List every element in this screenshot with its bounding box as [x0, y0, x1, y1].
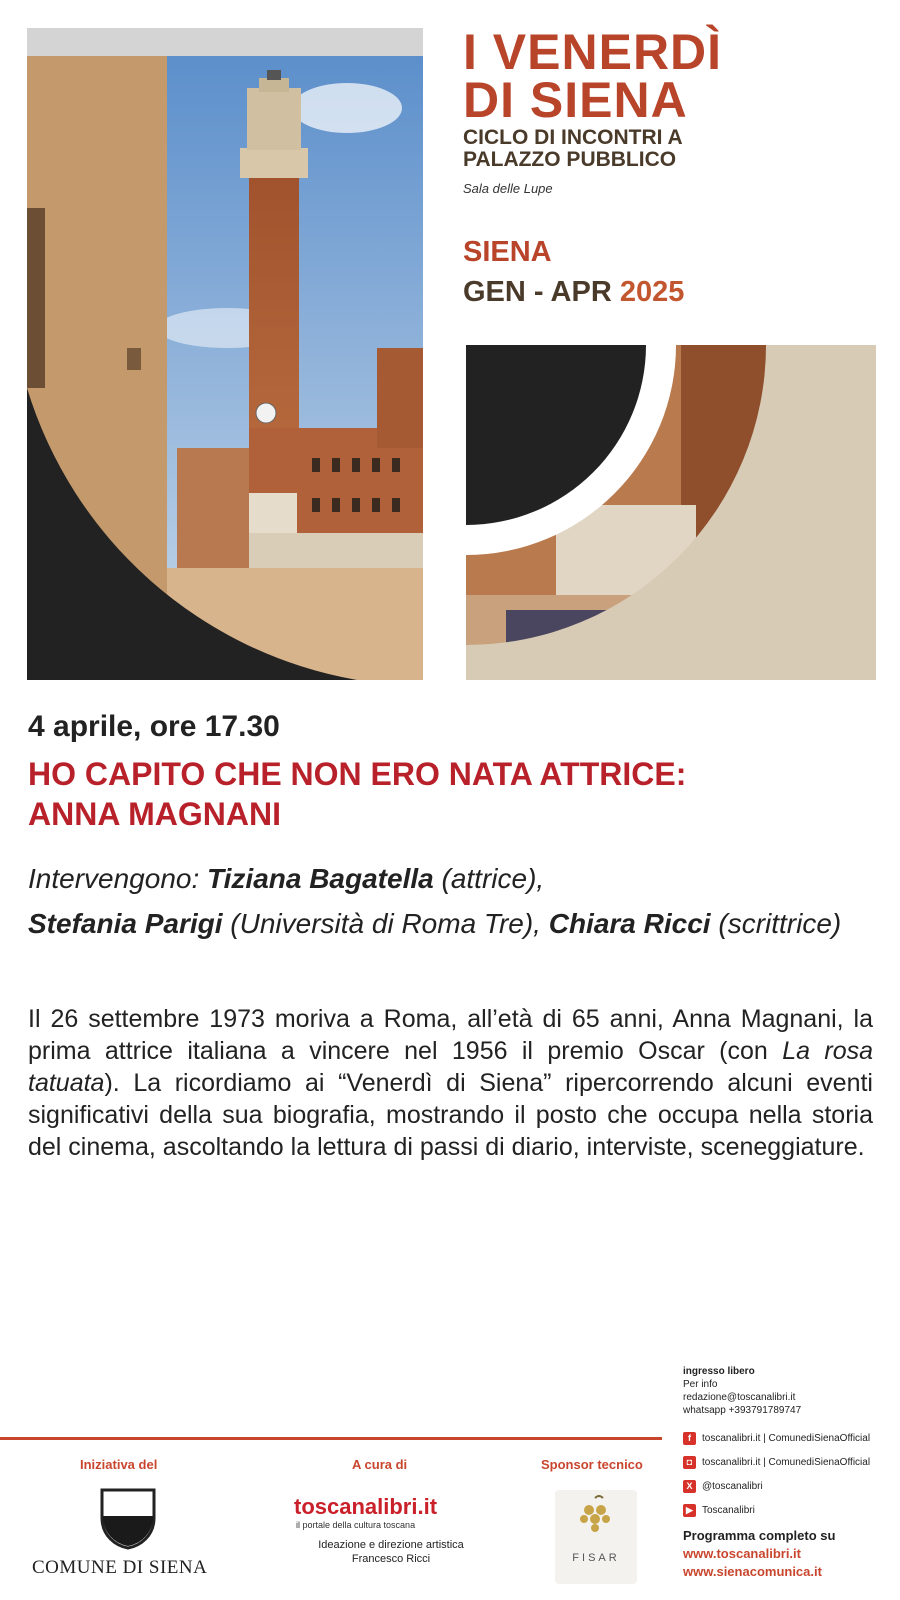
speaker-name: Stefania Parigi [28, 908, 223, 939]
instagram-icon: ◘ [683, 1456, 696, 1469]
fisar-name: FISAR [572, 1552, 620, 1564]
facebook-icon: f [683, 1432, 696, 1445]
social-x[interactable] [683, 1480, 898, 1493]
contact-whatsapp[interactable]: whatsapp +393791789747 [683, 1405, 802, 1416]
social-instagram[interactable] [683, 1456, 898, 1469]
speaker-role: (attrice), [433, 863, 545, 894]
x-icon: X [683, 1480, 696, 1493]
speaker-role: (scrittrice) [710, 908, 842, 939]
fisar-logo [555, 1490, 637, 1584]
sponsor-label: Sponsor tecnico [541, 1457, 643, 1472]
description-part-a: Il 26 settembre 1973 moriva a Roma, all’età di 65 anni, Anna Magnani, la prima attrice italiana a vincere nel 1956 il premio Oscar (con [28, 1005, 873, 1065]
title-line-2: DI SIENA [463, 72, 688, 128]
arc-graphic [466, 345, 876, 680]
description-part-b: ). La ricordiamo ai “Venerdì di Siena” ripercorrendo alcuni eventi significativi della sua biografia, mostrando il posto che occupa nella storia del cinema, ascoltando la lettura di passi di diario, interviste, sceneggiature. [28, 1069, 873, 1161]
speakers-intro: Intervengono: [28, 863, 208, 894]
comune-name: COMUNE DI SIENA [32, 1557, 208, 1578]
speaker-role: (Università di Roma Tre), [222, 908, 549, 939]
piazza-del-campo-image [27, 28, 423, 680]
date-range-months: GEN - APR [463, 276, 612, 308]
toscanalibri-logo: toscanalibri.it [294, 1494, 438, 1519]
subtitle-line-2: PALAZZO PUBBLICO [463, 148, 677, 171]
film-title: La rosa tatuata [28, 1037, 873, 1097]
speakers-list [28, 856, 888, 946]
title-line-1: I VENERDÌ [463, 24, 723, 80]
grape-icon [555, 1490, 637, 1550]
ideation-credit [296, 1538, 486, 1566]
program-label: Programma completo su [683, 1528, 836, 1543]
siena-tower-photo [27, 28, 423, 680]
social-facebook[interactable] [683, 1432, 898, 1445]
social-youtube[interactable] [683, 1504, 898, 1517]
comune-shield-logo [100, 1488, 156, 1550]
toscanalibri-tagline: il portale della cultura toscana [296, 1520, 416, 1530]
program-link-sienacomunica[interactable]: www.sienacomunica.it [683, 1564, 822, 1579]
event-date-time: 4 aprile, ore 17.30 [28, 710, 280, 743]
footer-divider [0, 1437, 662, 1440]
decorative-arc-photo [466, 345, 876, 680]
contact-email[interactable]: redazione@toscanalibri.it [683, 1392, 796, 1403]
date-range [463, 276, 684, 309]
event-description [28, 1003, 873, 1163]
free-entry-label: ingresso libero [683, 1366, 755, 1377]
contact-info [683, 1365, 893, 1417]
initiative-label: Iniziativa del [80, 1457, 158, 1472]
curated-label: A cura di [352, 1457, 408, 1472]
series-subtitle [463, 127, 683, 171]
venue-room: Sala delle Lupe [463, 181, 553, 196]
ideation-line-1: Ideazione e direzione artistica [318, 1539, 464, 1551]
event-title-line-2: ANNA MAGNANI [28, 796, 282, 832]
event-title [28, 754, 888, 834]
social-handle: @toscanalibri [702, 1481, 763, 1492]
subtitle-line-1: CICLO DI INCONTRI A [463, 126, 683, 149]
info-label: Per info [683, 1379, 718, 1390]
speaker-name: Tiziana Bagatella [207, 863, 434, 894]
ideation-line-2: Francesco Ricci [351, 1553, 431, 1565]
event-title-line-1: HO CAPITO CHE NON ERO NATA ATTRICE: [28, 756, 687, 792]
social-handle: toscanalibri.it | ComunediSienaOfficial [702, 1433, 871, 1444]
social-handle: toscanalibri.it | ComunediSienaOfficial [702, 1457, 871, 1468]
youtube-icon: ▶ [683, 1504, 696, 1517]
social-handle: Toscanalibri [702, 1505, 755, 1516]
speaker-name: Chiara Ricci [548, 908, 711, 939]
program-link-toscanalibri[interactable]: www.toscanalibri.it [683, 1546, 801, 1561]
shield-icon [100, 1488, 156, 1550]
city-label: SIENA [463, 236, 552, 268]
date-range-year: 2025 [619, 276, 685, 308]
event-series-title [463, 24, 723, 128]
